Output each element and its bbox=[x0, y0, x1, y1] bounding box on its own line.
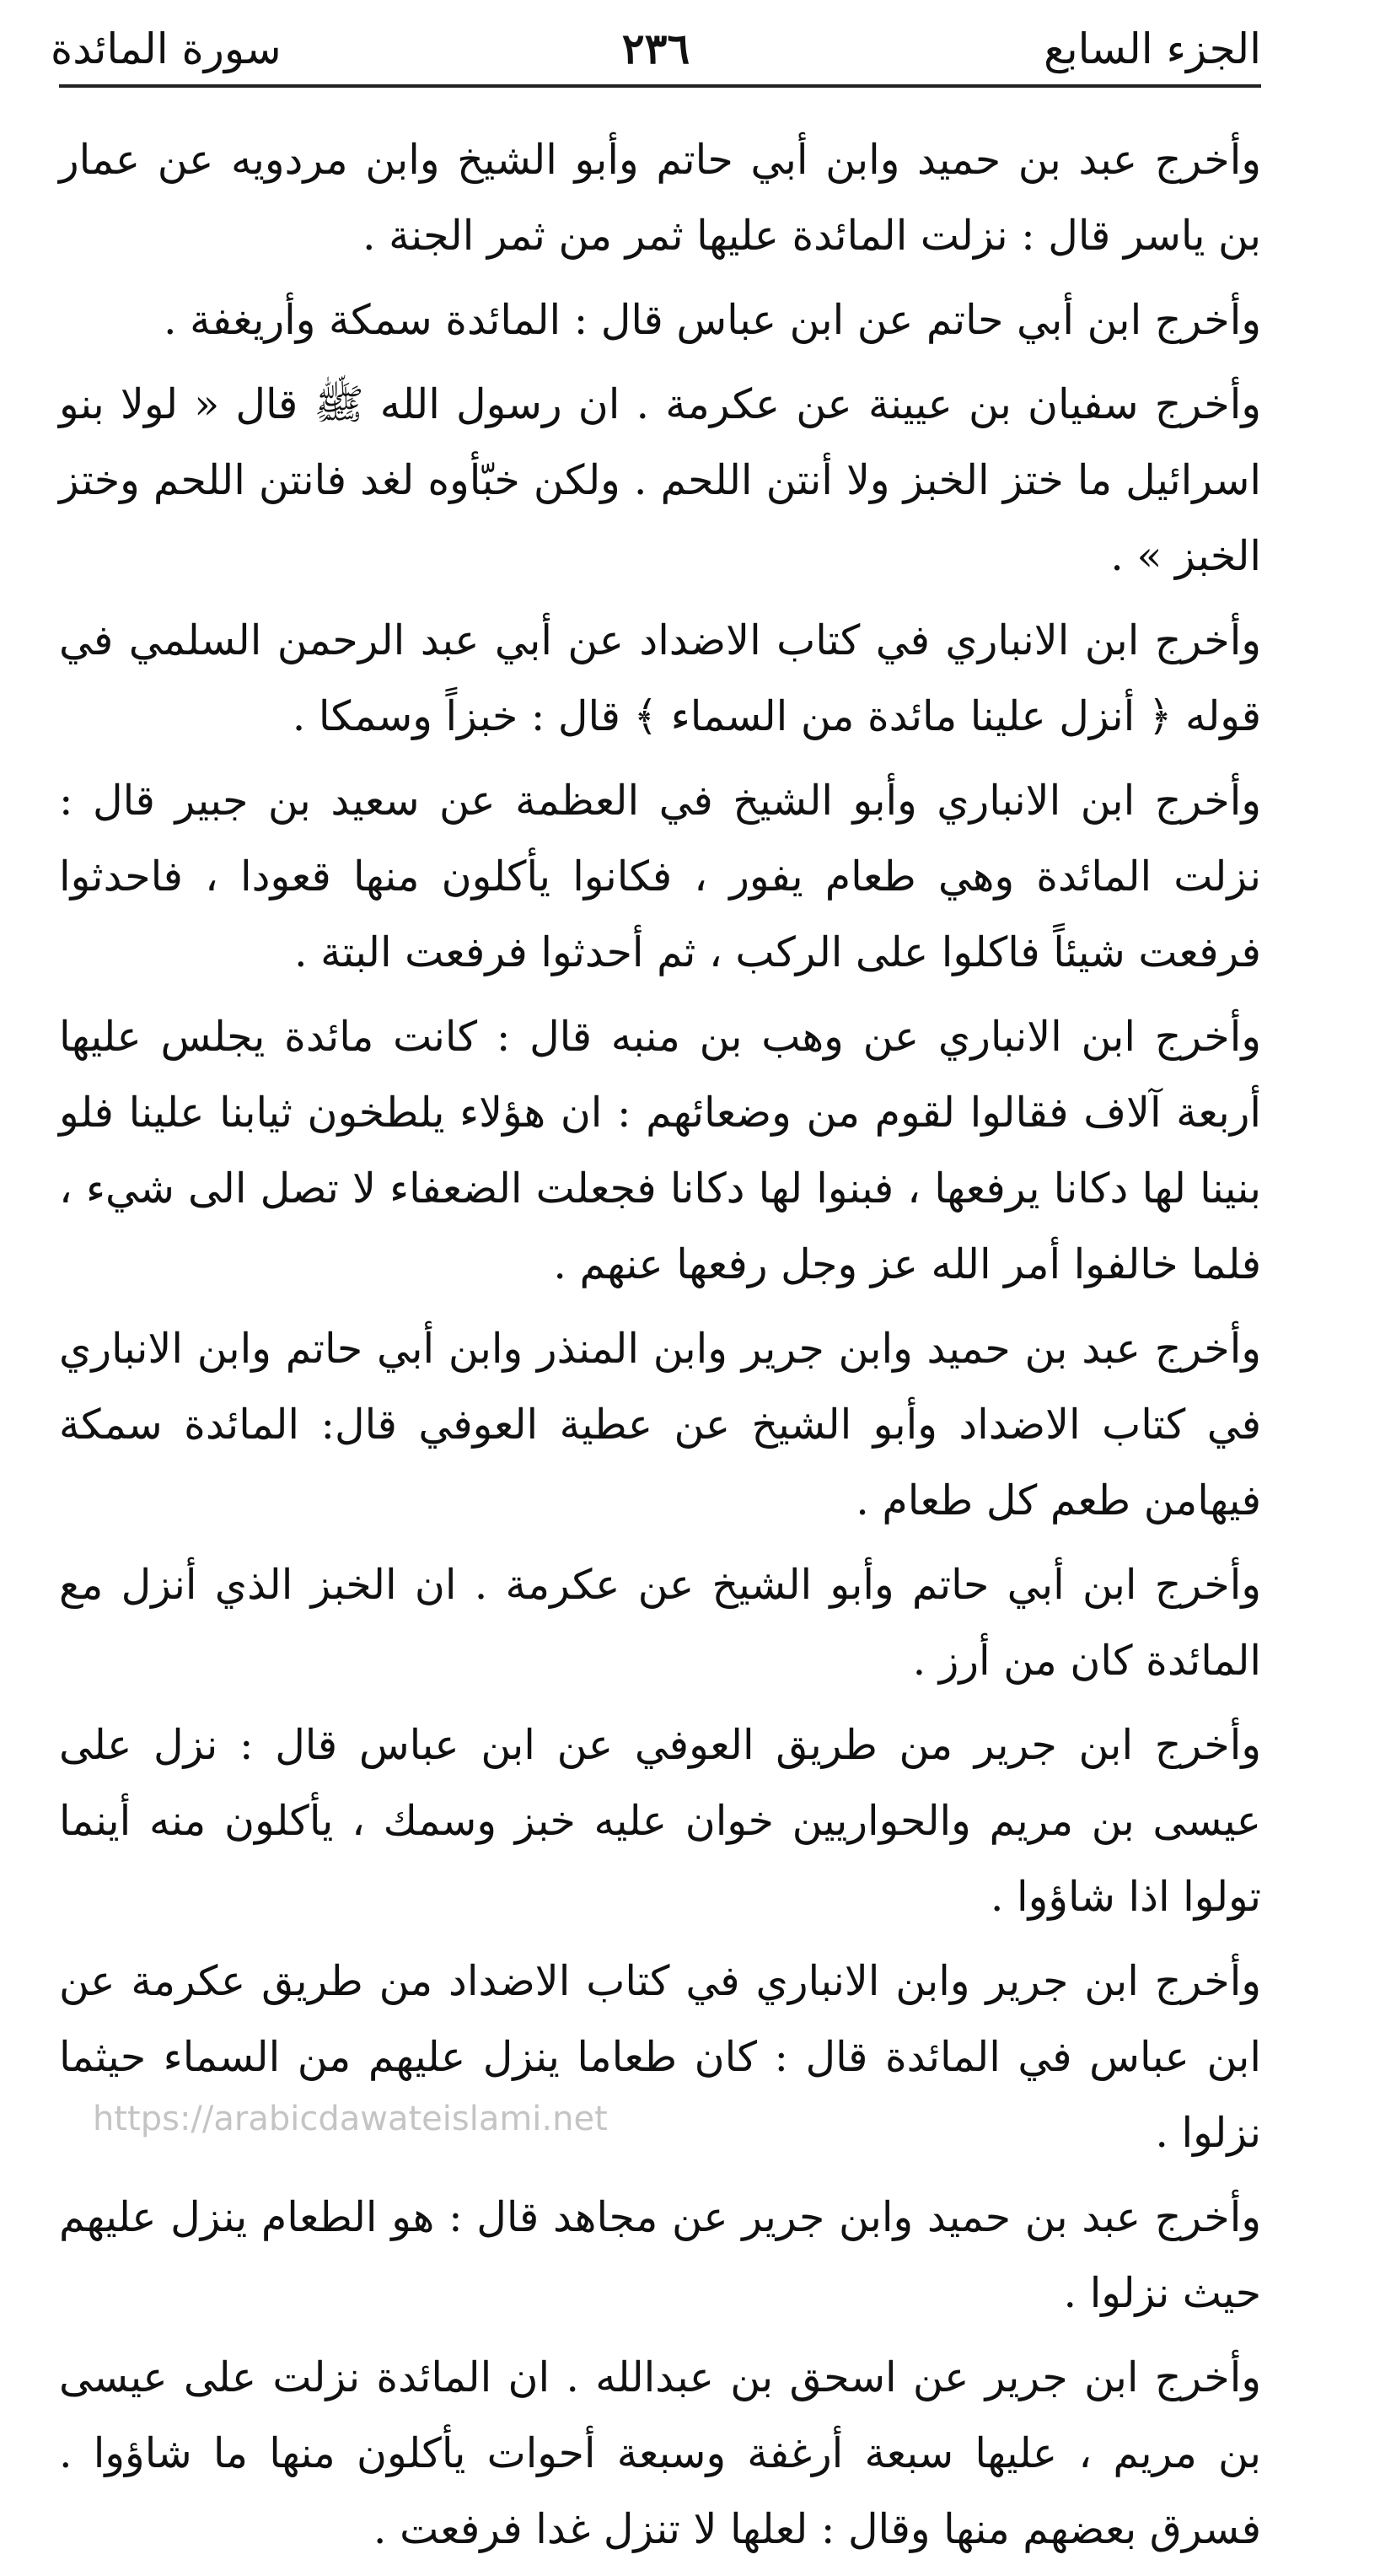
paragraph: وأخرج ابن جرير وابن الانباري في كتاب الاضداد من طريق عكرمة عن ابن عباس في المائدة قال : كان طعاما ينزل عليهم من السماء حيثما نزلوا . bbox=[59, 1957, 1261, 2157]
paragraph: وأخرج ابن أبي حاتم عن ابن عباس قال : المائدة سمكة وأريغفة . bbox=[164, 296, 1261, 344]
page-number: ٢٣٦ bbox=[621, 24, 690, 73]
paragraph: وأخرج ابن أبي حاتم وأبو الشيخ عن عكرمة . ان الخبز الذي أنزل مع المائدة كان من أرز . bbox=[59, 1561, 1261, 1685]
paragraph: وأخرج ابن جرير من طريق العوفي عن ابن عباس قال : نزل على عيسى بن مريم والحواريين خوان عليه خبز وسمك ، يأكلون منه أينما تولوا اذا شاؤوا . bbox=[59, 1721, 1261, 1921]
paragraph: وأخرج ابن الانباري وأبو الشيخ في العظمة عن سعيد بن جبير قال : نزلت المائدة وهي طعام يفور ، فكانوا يأكلون منها قعودا ، فاحدثوا فرفعت شيئاً فاكلوا على الركب ، ثم أحدثوا فرفعت البتة . bbox=[59, 777, 1261, 976]
paragraph: وأخرج ابن جرير عن اسحق بن عبدالله . ان المائدة نزلت على عيسى بن مريم ، عليها سبعة أرغفة وسبعة أحوات يأكلون منها ما شاؤوا . فسرق بعضهم منها وقال : لعلها لا تنزل غدا فرفعت . bbox=[59, 2353, 1261, 2553]
paragraph: وأخرج عبد بن حميد وابن جرير وابن المنذر وابن أبي حاتم وابن الانباري في كتاب الاضداد وأبو الشيخ عن عطية العوفي قال: المائدة سمكة فيهامن طعم كل طعام . bbox=[59, 1325, 1261, 1525]
page-body bbox=[59, 122, 1261, 2576]
paragraph: وأخرج ابن الانباري عن وهب بن منبه قال : كانت مائدة يجلس عليها أربعة آلاف فقالوا لقوم من وضعائهم : ان هؤلاء يلطخون ثيابنا علينا فلو بنينا لها دكانا يرفعها ، فبنوا لها دكانا فجعلت الضعفاء لا تصل الى شيء ، فلما خالفوا أمر الله عز وجل رفعها عنهم . bbox=[59, 1013, 1261, 1288]
header-rule bbox=[59, 84, 1261, 88]
paragraph: وأخرج ابن الانباري في كتاب الاضداد عن أبي عبد الرحمن السلمي في قوله ﴿ أنزل علينا مائدة من السماء ﴾ قال : خبزاً وسمكا . bbox=[59, 616, 1261, 740]
surah-title: سورة المائدة bbox=[51, 24, 282, 73]
paragraph: وأخرج عبد بن حميد وابن أبي حاتم وأبو الشيخ وابن مردويه عن عمار بن ياسر قال : نزلت المائدة عليها ثمر من ثمر الجنة . bbox=[59, 136, 1261, 260]
page-header bbox=[51, 8, 1261, 84]
paragraph: وأخرج سفيان بن عيينة عن عكرمة . ان رسول الله ﷺ قال « لولا بنو اسرائيل ما ختز الخبز ولا أنتن اللحم . ولكن خبّأوه لغد فانتن اللحم وختز الخبز » . bbox=[59, 380, 1261, 580]
paragraph: وأخرج عبد بن حميد وابن جرير عن مجاهد قال : هو الطعام ينزل عليهم حيث نزلوا . bbox=[59, 2193, 1261, 2317]
source-url: https://arabicdawateislami.net bbox=[93, 2100, 608, 2138]
part-title: الجزء السابع bbox=[1044, 24, 1261, 73]
